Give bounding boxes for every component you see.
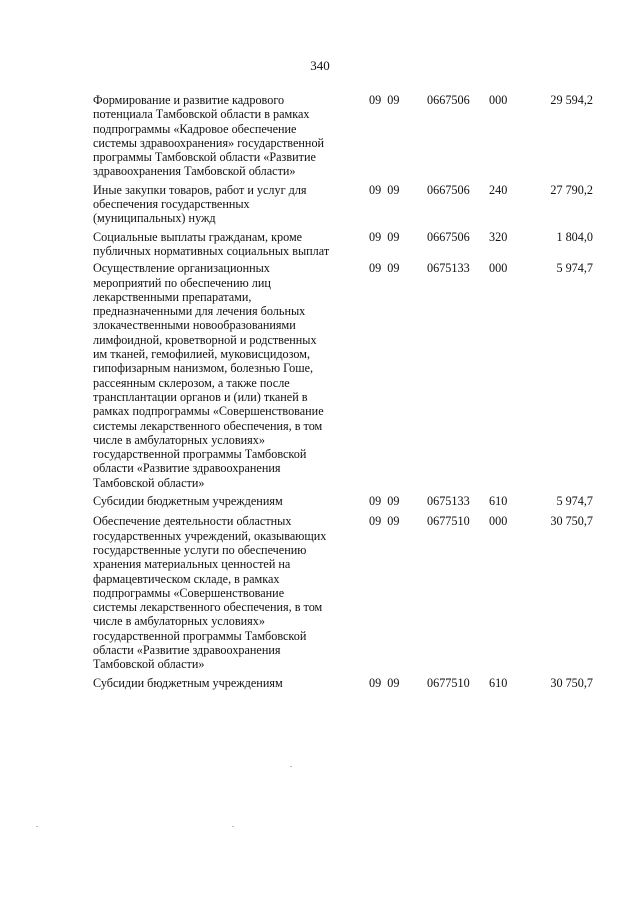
row-target-article: 0667506: [427, 229, 470, 244]
row-description: Субсидии бюджетным учреждениям: [93, 675, 283, 690]
row-description: Осуществление организационных мероприятий по обеспечению лиц лекарственными препаратами, предназначенными для лечения больных злокачественными новообразованиями лимфоидной, кроветворной и родственных им тканей, гемофилией, муковисцидозом, гипофизарным нанизмом, болезнью Гоше, рассеянным склерозом, а также после трансплантации органов и (или) тканей в рамках подпрограммы «Совершенствование системы лекарственного обеспечения, в том числе в амбулаторных условиях» государственной программы Тамбовской области «Развитие здравоохранения Тамбовской области»: [93, 261, 324, 490]
row-section-code: 09 09: [369, 229, 400, 244]
row-amount: 1 804,0: [556, 229, 593, 244]
row-description: Субсидии бюджетным учреждениям: [93, 494, 283, 509]
row-expense-type: 000: [489, 93, 508, 107]
page-number: 340: [310, 58, 330, 73]
row-section-code: 09 09: [369, 675, 400, 690]
table-row: [93, 230, 593, 259]
row-description: Социальные выплаты гражданам, кроме публичных нормативных социальных выплат: [93, 229, 330, 258]
row-section-code: 09 09: [369, 514, 400, 529]
row-section-code: 09 09: [369, 494, 400, 509]
row-amount: 5 974,7: [556, 494, 593, 509]
row-amount: 30 750,7: [550, 675, 593, 690]
row-section-code: 09 09: [369, 182, 400, 197]
scan-speck: [290, 766, 292, 767]
row-description: Формирование и развитие кадрового потенциала Тамбовской области в рамках подпрограммы «Кадровое обеспечение системы здравоохранения» государственной программы Тамбовской области «Развитие здравоохранения Тамбовской области»: [93, 93, 325, 179]
scan-speck: [232, 826, 234, 827]
table-row: [93, 93, 593, 179]
scan-speck: [36, 826, 38, 827]
table-row: [93, 261, 593, 490]
row-expense-type: 610: [489, 675, 508, 690]
row-expense-type: 320: [489, 229, 508, 244]
row-description: Обеспечение деятельности областных государственных учреждений, оказывающих государственные услуги по обеспечению хранения материальных ценностей на фармацевтическом складе, в рамках подпрограммы «Совершенствование системы лекарственного обеспечения, в том числе в амбулаторных условиях» государственной программы Тамбовской области «Развитие здравоохранения Тамбовской области»: [93, 514, 327, 672]
table-row: [93, 514, 593, 671]
row-section-code: 09 09: [369, 261, 400, 276]
row-target-article: 0675133: [427, 261, 470, 276]
table-row: [93, 676, 593, 690]
row-target-article: 0667506: [427, 182, 470, 197]
row-expense-type: 000: [489, 261, 508, 276]
row-expense-type: 000: [489, 514, 508, 529]
row-description: Иные закупки товаров, работ и услуг для обеспечения государственных (муниципальных) нужд: [93, 182, 307, 226]
budget-table: [93, 93, 593, 696]
row-amount: 29 594,2: [550, 93, 593, 107]
table-row: [93, 494, 593, 508]
row-target-article: 0675133: [427, 494, 470, 509]
row-amount: 5 974,7: [556, 261, 593, 276]
row-section-code: 09 09: [369, 93, 400, 107]
row-target-article: 0677510: [427, 514, 470, 529]
row-amount: 30 750,7: [550, 514, 593, 529]
row-expense-type: 610: [489, 494, 508, 509]
row-amount: 27 790,2: [550, 182, 593, 197]
table-row: [93, 183, 593, 226]
row-target-article: 0677510: [427, 675, 470, 690]
row-expense-type: 240: [489, 182, 508, 197]
row-target-article: 0667506: [427, 93, 470, 107]
